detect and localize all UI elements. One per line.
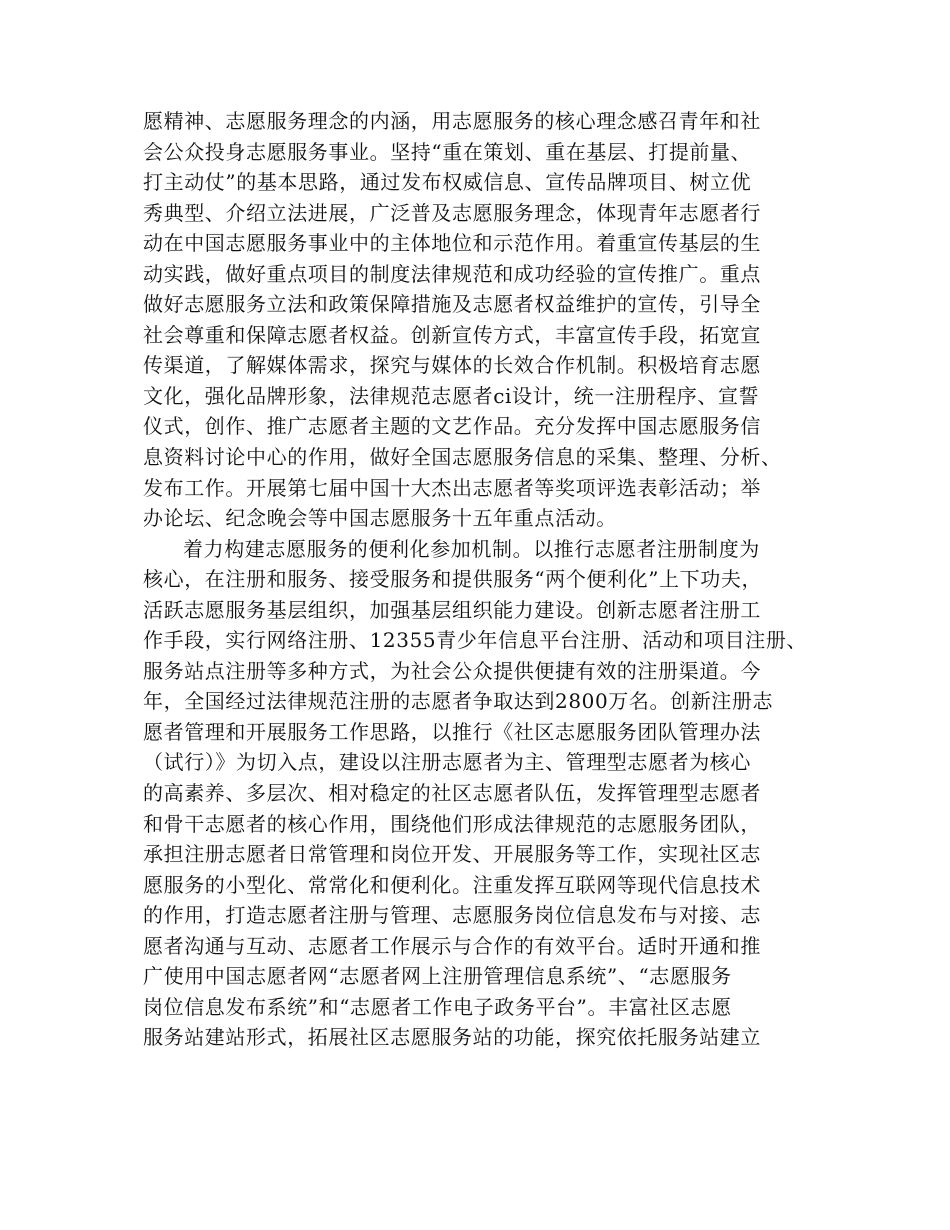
text-line: 传渠道，了解媒体需求，探究与媒体的长效合作机制。积极培育志愿 — [143, 353, 761, 378]
text-line: 核心，在注册和服务、接受服务和提供服务“两个便利化”上下功夫， — [143, 567, 763, 592]
text-line: 服务站点注册等多种方式，为社会公众提供便捷有效的注册渠道。今 — [143, 658, 761, 683]
text-line: 动实践，做好重点项目的制度法律规范和成功经验的宣传推广。重点 — [143, 261, 761, 286]
text-line: 着力构建志愿服务的便利化参加机制。以推行志愿者注册制度为 — [183, 536, 760, 561]
text-line: 愿者沟通与互动、志愿者工作展示与合作的有效平台。适时开通和推 — [143, 933, 761, 958]
text-line: 发布工作。开展第七届中国十大杰出志愿者等奖项评选表彰活动；举 — [143, 475, 761, 500]
body-text — [143, 106, 833, 1053]
text-line: 办论坛、纪念晚会等中国志愿服务十五年重点活动。 — [143, 506, 617, 531]
text-line: 承担注册志愿者日常管理和岗位开发、开展服务等工作，实现社区志 — [143, 842, 761, 867]
text-line: 秀典型、介绍立法进展，广泛普及志愿服务理念，体现青年志愿者行 — [143, 200, 761, 225]
text-line: 仪式，创作、推广志愿者主题的文艺作品。充分发挥中国志愿服务信 — [143, 414, 761, 439]
paragraph-1 — [143, 106, 833, 534]
text-line: 活跃志愿服务基层组织，加强基层组织能力建设。创新志愿者注册工 — [143, 597, 761, 622]
text-line: 动在中国志愿服务事业中的主体地位和示范作用。着重宣传基层的生 — [143, 231, 761, 256]
text-line: 做好志愿服务立法和政策保障措施及志愿者权益维护的宣传，引导全 — [143, 292, 761, 317]
text-line: 的作用，打造志愿者注册与管理、志愿服务岗位信息发布与对接、志 — [143, 903, 761, 928]
text-line: 服务站建站形式，拓展社区志愿服务站的功能，探究依托服务站建立 — [143, 1025, 761, 1050]
paragraph-2 — [143, 534, 833, 1053]
text-line: 会公众投身志愿服务事业。坚持“重在策划、重在基层、打提前量、 — [143, 139, 752, 164]
text-line: 社会尊重和保障志愿者权益。创新宣传方式，丰富宣传手段，拓宽宣 — [143, 322, 761, 347]
text-line: 息资料讨论中心的作用，做好全国志愿服务信息的采集、整理、分析、 — [143, 445, 782, 470]
text-line: 愿者管理和开展服务工作思路，以推行《社区志愿服务团队管理办法 — [143, 719, 761, 744]
text-line: 愿服务的小型化、常常化和便利化。注重发挥互联网等现代信息技术 — [143, 872, 761, 897]
text-line: 广使用中国志愿者网“志愿者网上注册管理信息系统”、“志愿服务 — [143, 964, 732, 989]
text-line: 和骨干志愿者的核心作用，围绕他们形成法律规范的志愿服务团队， — [143, 811, 761, 836]
text-line: 愿精神、志愿服务理念的内涵，用志愿服务的核心理念感召青年和社 — [143, 109, 761, 133]
text-line: 文化，强化品牌形象，法律规范志愿者ci设计，统一注册程序、宣誓 — [143, 383, 760, 408]
text-line: 的高素养、多层次、相对稳定的社区志愿者队伍，发挥管理型志愿者 — [143, 781, 761, 806]
text-line: 岗位信息发布系统”和“志愿者工作电子政务平台”。丰富社区志愿 — [143, 994, 732, 1019]
text-line: 年，全国经过法律规范注册的志愿者争取达到2800万名。创新注册志 — [143, 689, 774, 714]
text-line: 打主动仗”的基本思路，通过发布权威信息、宣传品牌项目、树立优 — [143, 170, 752, 195]
text-line: （试行）》为切入点，建设以注册志愿者为主、管理型志愿者为核心 — [143, 750, 751, 775]
text-line: 作手段，实行网络注册、12355青少年信息平台注册、活动和项目注册、 — [143, 628, 808, 653]
